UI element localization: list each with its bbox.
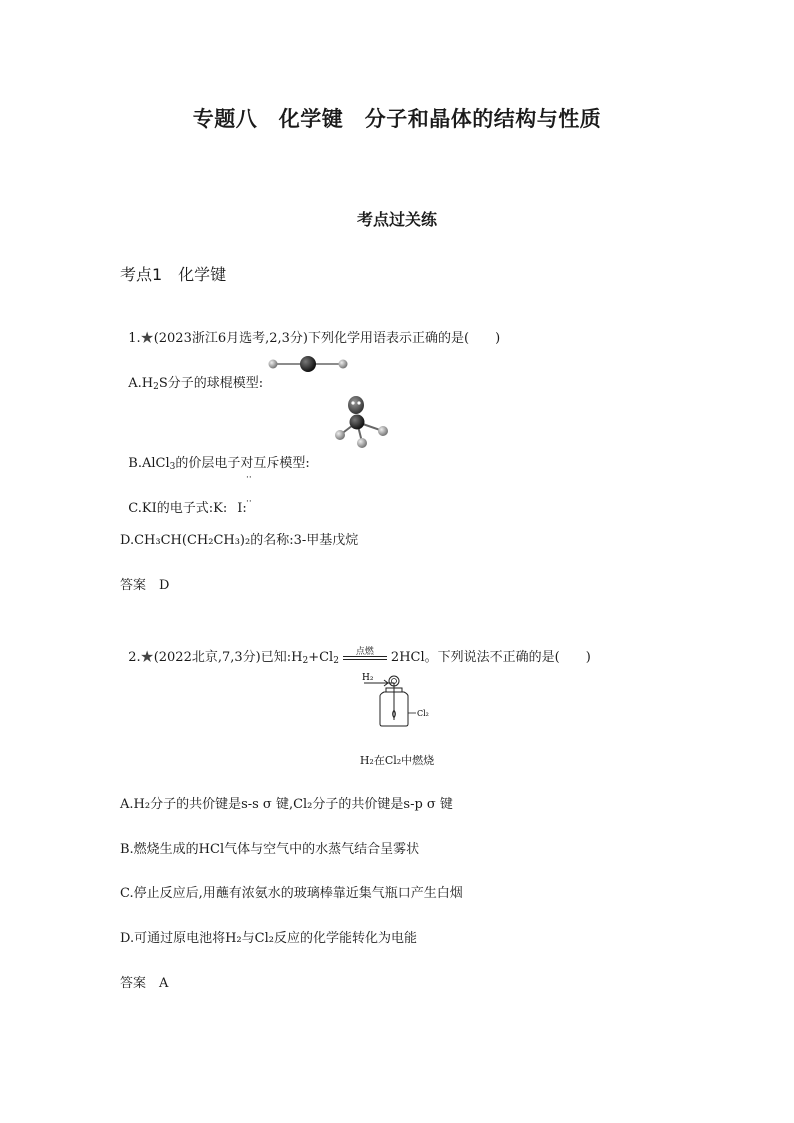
option-a: A.H₂分子的共价键是s-s σ 键,Cl₂分子的共价键是s-p σ 键 xyxy=(120,797,453,812)
reaction-condition-arrow: 点燃 xyxy=(343,656,387,660)
page-title: 专题八 化学键 分子和晶体的结构与性质 xyxy=(192,107,602,131)
question-1-stem xyxy=(120,312,500,348)
topic-heading: 考点1 化学键 xyxy=(120,265,227,284)
answer-2: 答案 A xyxy=(120,976,169,991)
option-d: D.可通过原电池将H₂与Cl₂反应的化学能转化为电能 xyxy=(120,931,417,946)
question-2-stem: 2.★(2022北京,7,3分)已知$:H_2+Cl_2$ 点燃 2HCl。下列说法不正确的是( ) xyxy=(128,646,591,666)
figure-label-h2: H₂ xyxy=(362,673,374,683)
figure-caption: H₂在Cl₂中燃烧 xyxy=(359,754,435,767)
option-c: C.停止反应后,用蘸有浓氨水的玻璃棒靠近集气瓶口产生白烟 xyxy=(120,886,463,901)
h2-burning-apparatus-figure xyxy=(360,668,440,730)
option-c: C.KI的电子式:K: I: xyxy=(128,501,247,516)
difficulty-star-icon: ★ xyxy=(140,650,154,665)
question-number: 2. xyxy=(128,650,141,665)
iodine-symbol: I: xyxy=(237,501,247,516)
difficulty-star-icon: ★ xyxy=(140,331,154,346)
option-b: B.燃烧生成的HCl气体与空气中的水蒸气结合呈雾状 xyxy=(120,842,420,857)
option-d: D.CH₃CH(CH₂CH₃)₂的名称:3-甲基戊烷 xyxy=(120,533,359,548)
answer-1: 答案 D xyxy=(120,578,170,593)
figure-label-cl2: Cl₂ xyxy=(417,709,429,718)
lone-pair-dots-bottom: ·· xyxy=(246,497,252,507)
question-number: 1. xyxy=(128,331,141,346)
option-b: B.AlCl$_3$的价层电子对互斥模型: xyxy=(128,456,310,472)
question-source: (2023浙江6月选考,2,3分)下列化学用语表示正确的是( ) xyxy=(153,331,501,346)
option-a: $A.H_2S$分子的球棍模型: xyxy=(128,376,264,392)
lone-pair-dots-top: ·· xyxy=(246,473,252,483)
section-subtitle: 考点过关练 xyxy=(356,210,437,229)
ball-stick-model-h2s xyxy=(265,352,355,376)
vsepr-model-alcl3 xyxy=(330,392,400,454)
